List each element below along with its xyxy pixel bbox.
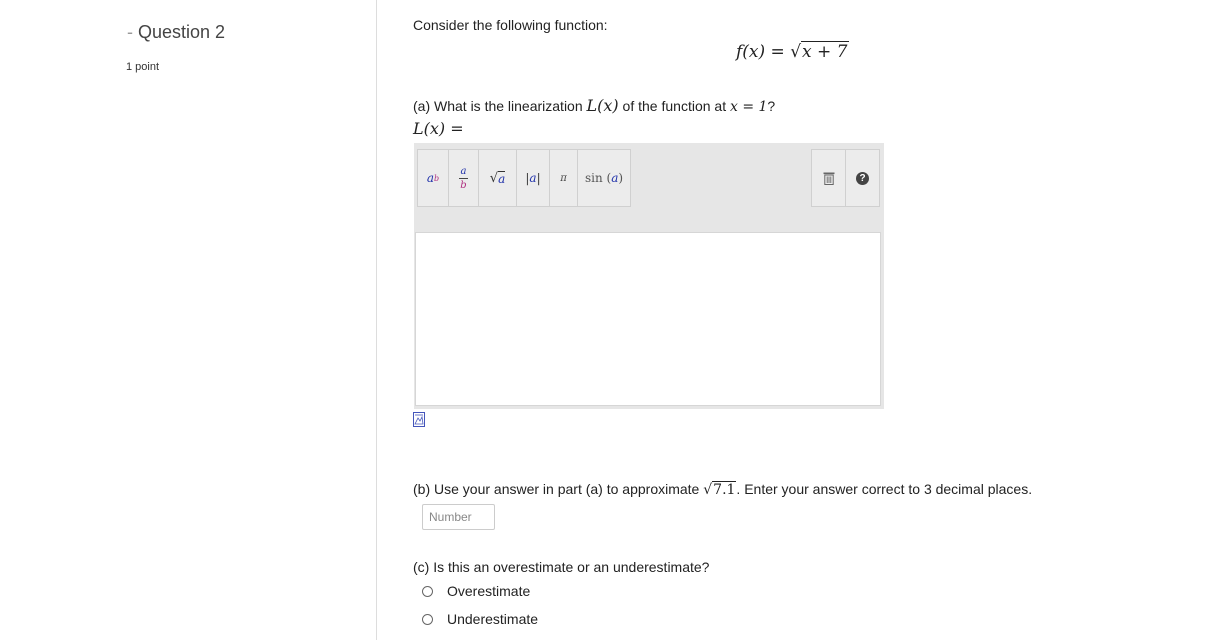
math-editor [414, 143, 884, 409]
sqrt-arg: a [498, 171, 506, 186]
overestimate-radio[interactable] [422, 586, 433, 597]
part-a-condition: x = 1 [729, 99, 768, 115]
abs-arg: a [529, 171, 537, 185]
fraction-numerator: a [460, 165, 467, 177]
exponent-button[interactable] [417, 149, 449, 207]
question-title-text: Question 2 [138, 22, 226, 42]
sin-arg: a [611, 171, 619, 185]
exponent-base: a [426, 171, 435, 185]
part-b-text-2: . Enter your answer correct to 3 decimal places. [736, 481, 1033, 497]
math-answer-input[interactable] [415, 232, 881, 406]
question-body [377, 0, 1205, 640]
part-a-text-1: (a) What is the linearization [413, 98, 587, 114]
question-points: 1 point [126, 61, 160, 73]
question-title[interactable] [127, 22, 225, 43]
sqrt-button[interactable] [478, 149, 517, 207]
sqrt-icon: √ [489, 170, 499, 186]
trash-button[interactable] [811, 149, 846, 207]
part-c-prompt: (c) Is this an overestimate or an underestimate? [413, 559, 710, 575]
underestimate-radio[interactable] [422, 614, 433, 625]
sin-button[interactable]: sin ( a ) [577, 149, 631, 207]
trash-icon [823, 172, 835, 185]
function-formula [736, 42, 849, 62]
pi-button[interactable]: π [549, 149, 578, 207]
abs-right-bar: | [536, 171, 541, 185]
number-answer-input[interactable] [422, 504, 495, 530]
underestimate-label[interactable]: Underestimate [447, 611, 539, 627]
part-a-Lx: L(x) [586, 96, 619, 115]
answer-label: L(x) = [413, 119, 464, 138]
part-a-text-2: of the function at [618, 98, 730, 114]
collapse-dash[interactable]: - [127, 22, 133, 42]
function-lhs: f(x) = [736, 42, 791, 62]
sqrt-symbol: √x + 7 [790, 42, 848, 62]
part-a-text-3: ? [767, 98, 776, 114]
part-b-sqrt: √7.1 [703, 482, 736, 498]
help-icon: ? [856, 172, 869, 185]
intro-text: Consider the following function: [413, 17, 608, 33]
sin-fn: sin [584, 171, 603, 185]
abs-left-bar: | [525, 171, 530, 185]
abs-button[interactable] [516, 149, 550, 207]
function-radicand: x + 7 [802, 42, 848, 62]
preview-image-icon[interactable] [413, 412, 425, 427]
part-b-prompt [413, 481, 1032, 498]
part-b-text-1: (b) Use your answer in part (a) to approximate [413, 481, 704, 497]
fraction-denominator: b [460, 179, 467, 191]
help-button[interactable] [845, 149, 880, 207]
fraction-button[interactable] [448, 149, 479, 207]
overestimate-label[interactable]: Overestimate [447, 583, 531, 599]
question-sidebar [0, 0, 377, 640]
part-b-radicand: 7.1 [713, 482, 736, 498]
part-a-prompt [413, 96, 775, 115]
fraction-bar [459, 178, 468, 179]
exponent-power: b [434, 173, 440, 183]
